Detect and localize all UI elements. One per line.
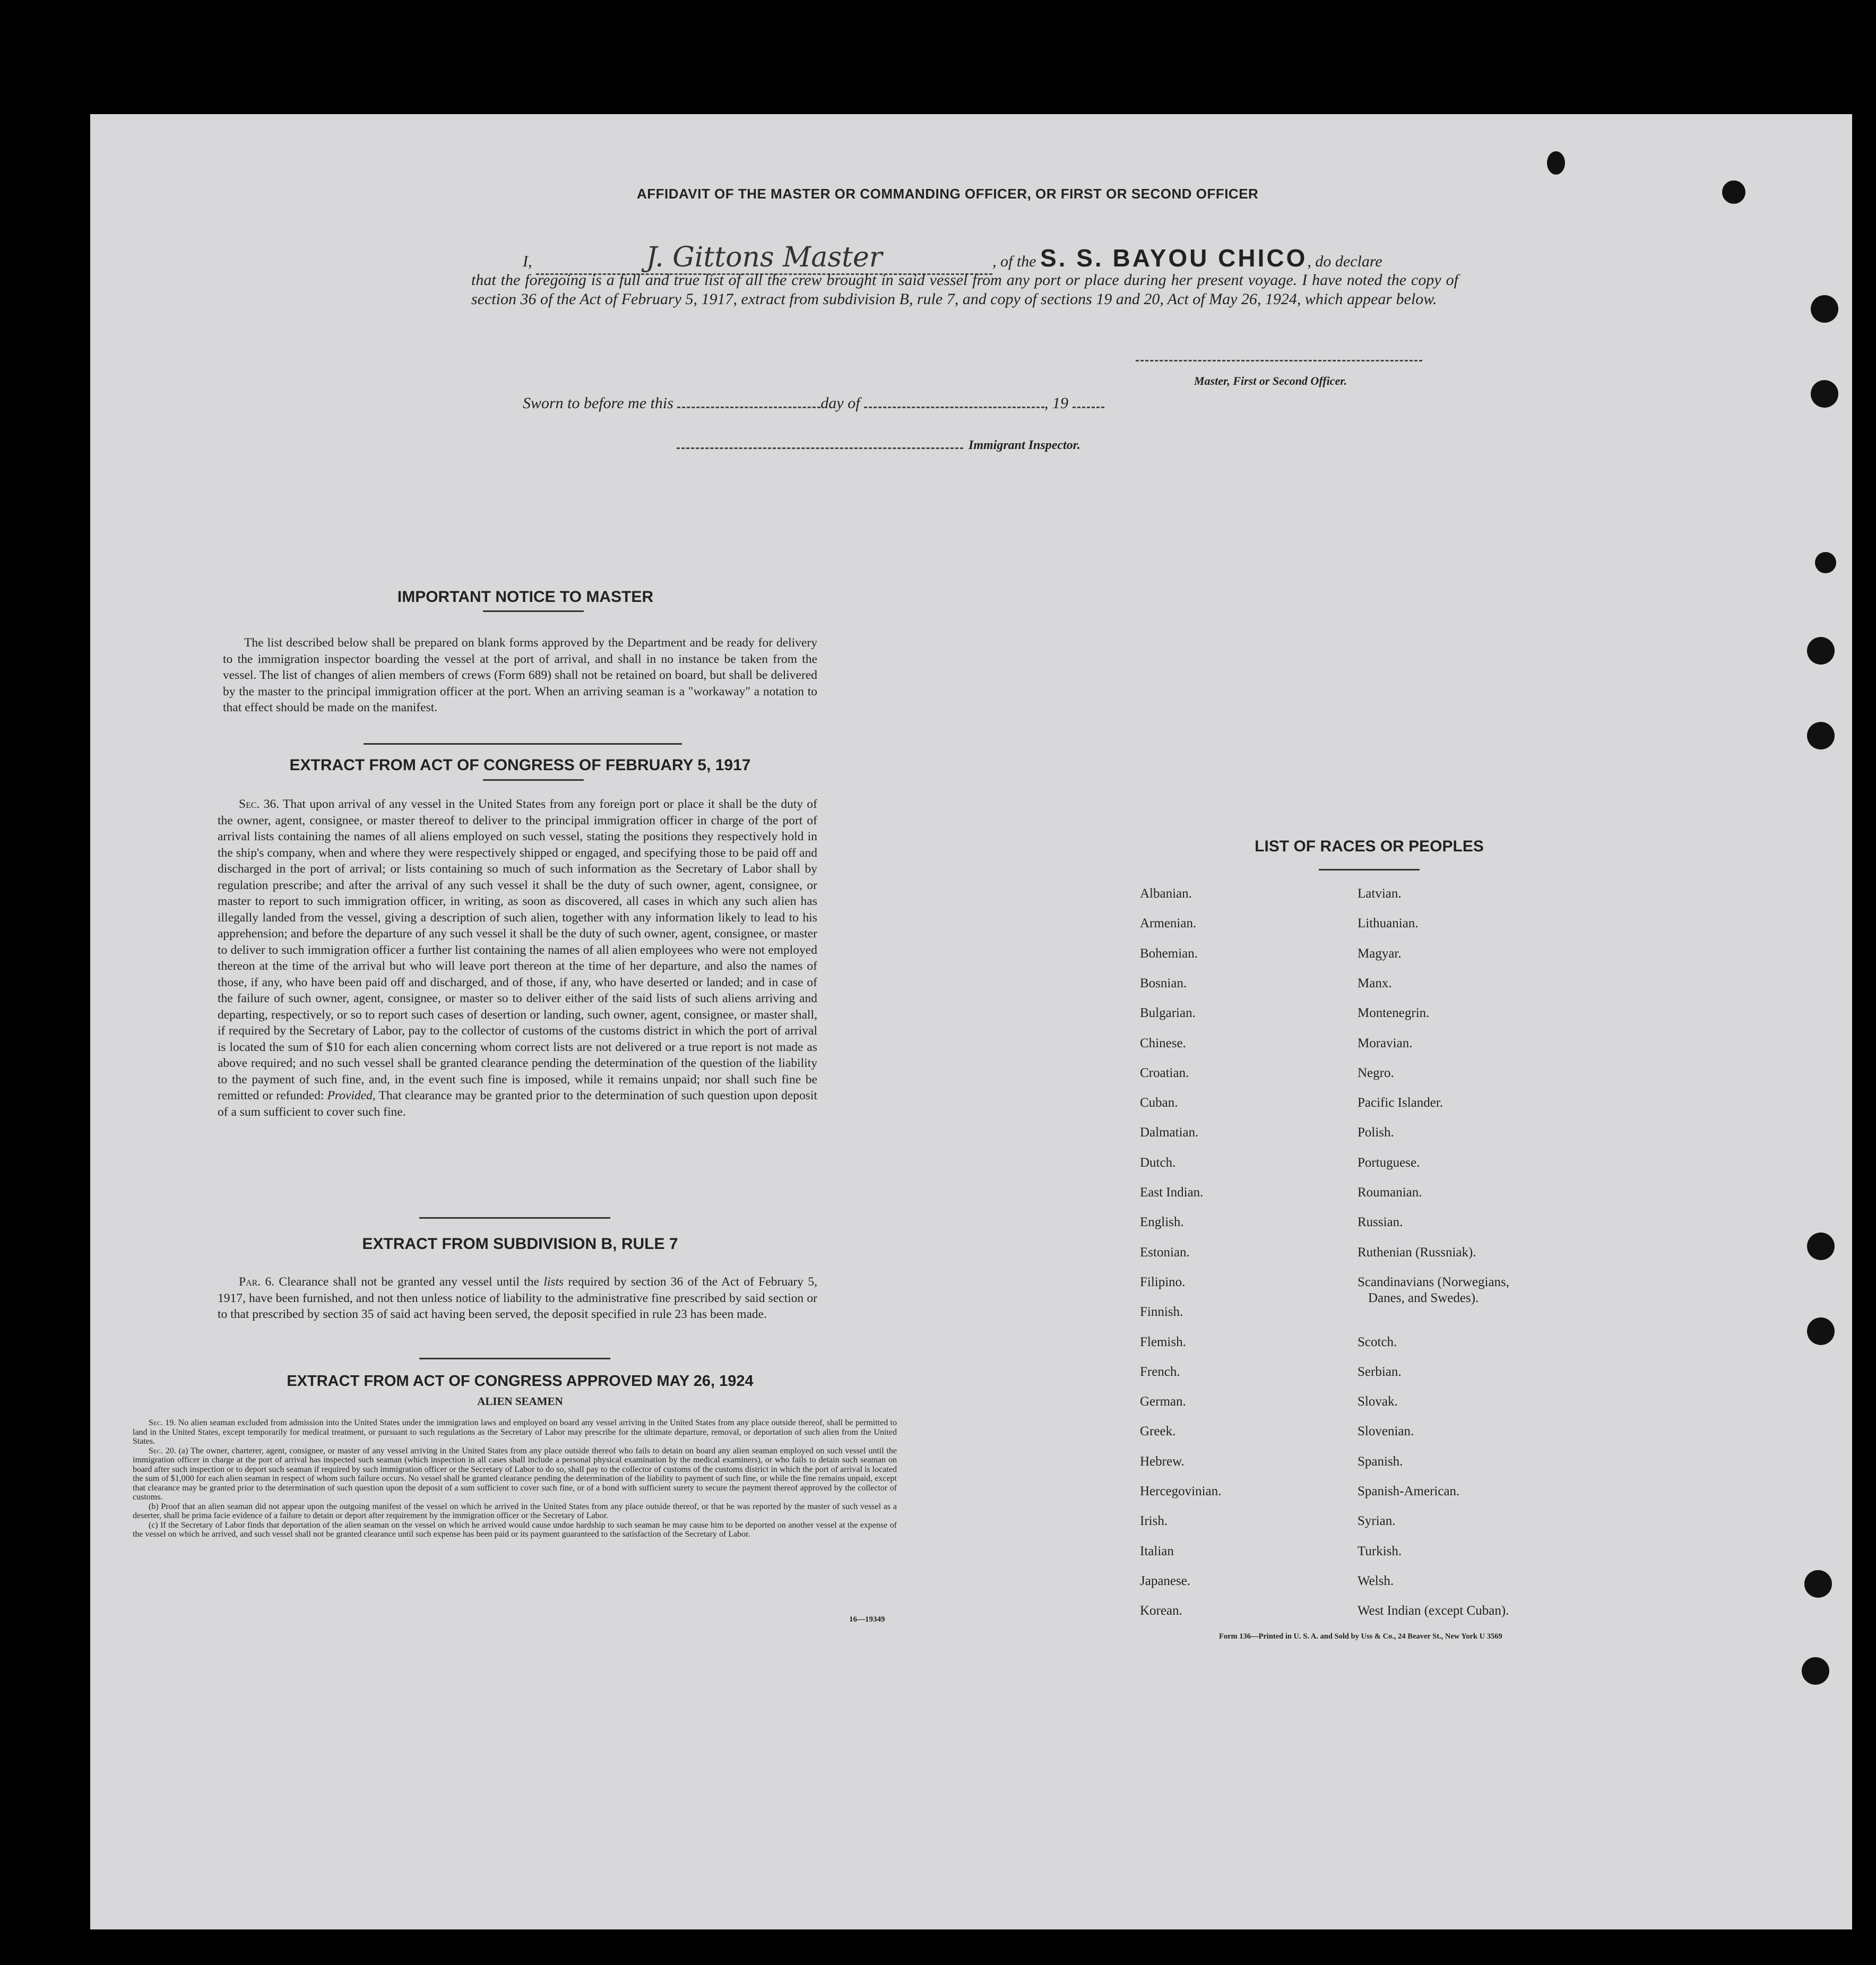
section-19-text: No alien seaman excluded from admission into the United States under the immigration laws and employed on board any vessel arriving in the United States from any place outside thereof, shall be permitted to land in the United States, except temporarily for medical treatment, or pursuant to such regulations as the Secretary of Labor may prescribe for the ultimate departure, removal, or deportation of such alien from the United States. <box>133 1418 897 1446</box>
punch-hole <box>1811 295 1838 323</box>
divider <box>483 610 584 612</box>
sworn-year: , 19 <box>1044 394 1069 412</box>
race-item: Magyar. <box>1358 946 1402 961</box>
punch-hole <box>1811 380 1838 408</box>
punch-hole <box>1802 1657 1829 1685</box>
race-item: Armenian. <box>1140 916 1197 931</box>
race-item: Bulgarian. <box>1140 1006 1196 1021</box>
affidavit-title: AFFIDAVIT OF THE MASTER OR COMMANDING OFFICER, OR FIRST OR SECOND OFFICER <box>637 186 1259 202</box>
master-signature: J. Gittons Master <box>646 242 883 273</box>
punch-hole <box>1807 1233 1835 1260</box>
extract-1917-body <box>218 796 817 1120</box>
par-6-text-a: Clearance shall not be granted any vessel until the <box>279 1275 539 1289</box>
affidavit-of-the: , of the <box>992 253 1036 270</box>
race-item: Ruthenian (Russniak). <box>1358 1245 1476 1260</box>
section-36-text: That upon arrival of any vessel in the United States from any foreign port or place it shall be the duty of the owner, agent, consignee, or master thereof to deliver to the principal immigration officer in charge of the port of arrival lists containing the names of all aliens employed on such vessel, stating the positions they respectively hold in the ship's company, when and where they were respectively shipped or engaged, and specifying those to be paid off and discharged in the port of arrival; or lists containing so much of such information as the Secretary of Labor shall by regulation prescribe; and after the arrival of any such vessel it shall be the duty of such owner, agent, consignee, or master to report to such immigration officer, in writing, as soon as discovered, all cases in which any such alien has illegally landed from the vessel, giving a description of such alien, together with any information likely to lead to his apprehension; and before the departure of any such vessel it shall be the duty of such owner, agent, consignee, or master to deliver to such immigration officer a further list containing the names of all alien employees who were not employed thereon at the time of the arrival but who will leave port thereon at the time of her departure, and also the names of those, if any, who have been paid off and discharged, and of those, if any, who have deserted or landed; and in case of the failure of such owner, agent, consignee, or master so to deliver either of the said lists of such aliens arriving and departing, respectively, or so to report such cases of desertion or landing, such owner, agent, consignee, or master shall, if required by the Secretary of Labor, pay to the collector of customs of the customs district in which the port of arrival is located the sum of $10 for each alien concerning whom correct lists are not delivered or a true report is not made as above required; and no such vessel shall be granted clearance pending the determination of the question of the liability to the payment of such fine, and, in the event such fine is imposed, while it remains unpaid; nor shall such fine be remitted or refunded: <box>218 797 818 1102</box>
sworn-line <box>523 394 1104 412</box>
race-item: Hercegovinian. <box>1140 1484 1222 1498</box>
race-item: Montenegrin. <box>1358 1006 1430 1021</box>
race-item: Greek. <box>1140 1424 1176 1439</box>
race-item: Spanish-American. <box>1358 1484 1460 1498</box>
affidavit-do-declare: , do declare <box>1307 253 1382 270</box>
section-20c: (c) If the Secretary of Labor finds that deportation of the alien seaman on the vessel on which he arrived would cause undue hardship to such seaman he may cause him to be deported on another vessel at the expense of the vessel on which he arrived, and such vessel shall not be granted clearance until such expense has been paid or its payment guaranteed to the satisfaction of the Secretary of Labor. <box>133 1520 897 1539</box>
race-item: Polish. <box>1358 1125 1394 1140</box>
race-item: Scotch. <box>1358 1334 1397 1349</box>
divider <box>364 743 682 745</box>
race-item: Chinese. <box>1140 1036 1186 1050</box>
race-item: English. <box>1140 1215 1184 1230</box>
extract-1924-title: EXTRACT FROM ACT OF CONGRESS APPROVED MAY 26, 1924 <box>287 1373 754 1390</box>
master-label: Master, First or Second Officer. <box>1194 374 1347 387</box>
race-item: Danes, and Swedes). <box>1368 1290 1479 1305</box>
par-label: Par. 6. <box>239 1275 275 1289</box>
divider <box>1319 869 1420 871</box>
race-item: Slovenian. <box>1358 1424 1414 1439</box>
lists-text: lists <box>543 1275 564 1289</box>
divider <box>483 779 584 781</box>
punch-hole <box>1804 1570 1832 1598</box>
race-item: Korean. <box>1140 1604 1182 1618</box>
race-item: Hebrew. <box>1140 1454 1185 1469</box>
divider <box>419 1217 610 1219</box>
race-item: Dalmatian. <box>1140 1125 1199 1140</box>
race-item: Lithuanian. <box>1358 916 1419 931</box>
section-20b: (b) Proof that an alien seaman did not appear upon the outgoing manifest of the vessel on which he arrived in the United States from any place outside thereof, or that he was reported by the master of such vessel as a deserter, shall be prima facie evidence of a failure to detain or deport after requirement by the immigration officer or the Secretary of Labor. <box>133 1502 897 1520</box>
race-item: Manx. <box>1358 976 1392 990</box>
provided-text: Provided, <box>327 1089 376 1102</box>
race-item: Cuban. <box>1140 1096 1178 1110</box>
print-code: 16—19349 <box>849 1615 885 1624</box>
race-item: Japanese. <box>1140 1573 1191 1588</box>
race-item: Albanian. <box>1140 886 1192 901</box>
race-item: Russian. <box>1358 1215 1403 1230</box>
punch-hole <box>1807 722 1835 749</box>
sworn-day: day of <box>820 394 860 412</box>
punch-hole <box>1807 637 1835 665</box>
form-footer: Form 136—Printed in U. S. A. and Sold by Uss & Co., 24 Beaver St., New York U 3569 <box>1219 1632 1502 1641</box>
race-item: Latvian. <box>1358 886 1402 901</box>
race-item: French. <box>1140 1364 1180 1379</box>
races-title: LIST OF RACES OR PEOPLES <box>1255 838 1484 855</box>
affidavit-declaration-line <box>523 242 1467 275</box>
race-item: Negro. <box>1358 1065 1394 1080</box>
race-item: Turkish. <box>1358 1544 1402 1558</box>
punch-hole <box>1815 552 1836 573</box>
inspector-label: Immigrant Inspector. <box>969 438 1080 452</box>
race-item: Estonian. <box>1140 1245 1190 1260</box>
master-signature-line <box>1136 360 1422 361</box>
section-label: Sec. 20. <box>149 1446 176 1455</box>
notice-body: The list described below shall be prepared on blank forms approved by the Department and be ready for delivery to the immigration inspector boarding the vessel at the port of arrival, and shall in no instance be taken from the vessel. The list of changes of alien members of crews (Form 689) shall not be retained on board, but shall be delivered by the master to the principal immigration officer at the port. When an arriving seaman is a "workaway" a notation to that effect should be made on the manifest. <box>223 636 817 714</box>
race-item: Pacific Islander. <box>1358 1096 1443 1110</box>
par-6-text-b: required by section 36 of the Act of February 5, 1917, have been furnished, and not then unless notice of liability to the administrative fine prescribed by said section or to that prescribed by section 35 of said act having been served, the deposit specified in rule 23 has been made. <box>218 1275 818 1321</box>
ship-name: S. S. BAYOU CHICO <box>1040 244 1308 272</box>
race-item: Welsh. <box>1358 1573 1394 1588</box>
extract-1917-title: EXTRACT FROM ACT OF CONGRESS OF FEBRUARY 5, 1917 <box>289 756 751 774</box>
race-item: Italian <box>1140 1544 1174 1558</box>
section-20a <box>133 1446 897 1502</box>
race-item: Roumanian. <box>1358 1185 1422 1200</box>
race-item: West Indian (except Cuban). <box>1358 1604 1509 1618</box>
extract-1924-subtitle: ALIEN SEAMEN <box>477 1395 563 1408</box>
inspector-signature-line <box>677 447 963 449</box>
section-label: Sec. 19. <box>149 1418 176 1427</box>
affidavit-body: that the foregoing is a full and true list of all the crew brought in said vessel from any port or place during her present voyage. I have noted the copy of section 36 of the Act of February 5, 1917, extract from subdivision B, rule 7, and copy of sections 19 and 20, Act of May 26, 1924, which appear below. <box>471 271 1458 308</box>
race-item: Finnish. <box>1140 1305 1183 1320</box>
race-item: Spanish. <box>1358 1454 1403 1469</box>
section-36-end: That clearance may be granted prior to the determination of such question upon deposit of a sum sufficient to cover such fine. <box>218 1089 818 1119</box>
subdiv-b-body <box>218 1274 817 1323</box>
race-item: Irish. <box>1140 1514 1168 1529</box>
divider <box>419 1358 610 1359</box>
punch-hole <box>1722 180 1745 204</box>
section-19 <box>133 1418 897 1446</box>
race-item: Slovak. <box>1358 1394 1398 1409</box>
section-label: Sec. 36. <box>239 797 280 811</box>
punch-hole <box>1547 151 1565 175</box>
notice-title: IMPORTANT NOTICE TO MASTER <box>397 588 654 606</box>
affidavit-i: I, <box>523 253 532 270</box>
race-item: Croatian. <box>1140 1065 1189 1080</box>
section-20a-text: (a) The owner, charterer, agent, consignee, or master of any vessel arriving in the United States from any place outside thereof who fails to detain on board any alien seaman employed on such vessel until the immigration officer in charge at the port of arrival has inspected such seaman (which inspection in all cases shall include a personal physical examination by the medical examiners), or who fails to detain such seaman on board after such inspection or to deport such seaman if required by such immigration officer or the Secretary of Labor to do so, shall pay to the collector of customs of the customs district in which the port of arrival is located the sum of $1,000 for each alien seaman in respect of whom such failure occurs. No vessel shall be granted clearance pending the determination of the liability to payment of such fine, or while the fine remains unpaid, except that clearance may be granted prior to the determination of such question upon the deposit of a sum sufficient to cover such fine, or of a bond with sufficient surety to secure the payment thereof approved by the collector of customs. <box>133 1446 897 1502</box>
race-item: Bohemian. <box>1140 946 1198 961</box>
sworn-prefix: Sworn to before me this <box>523 394 673 412</box>
race-item: Portuguese. <box>1358 1155 1420 1170</box>
race-item: Serbian. <box>1358 1364 1402 1379</box>
race-item: Bosnian. <box>1140 976 1187 990</box>
race-item: Dutch. <box>1140 1155 1176 1170</box>
race-item: East Indian. <box>1140 1185 1204 1200</box>
race-item: Filipino. <box>1140 1274 1186 1289</box>
punch-hole <box>1807 1317 1835 1345</box>
race-item: Flemish. <box>1140 1334 1186 1349</box>
race-item: Moravian. <box>1358 1036 1413 1050</box>
race-item: German. <box>1140 1394 1186 1409</box>
race-item: Scandinavians (Norwegians, <box>1358 1274 1510 1289</box>
subdiv-b-title: EXTRACT FROM SUBDIVISION B, RULE 7 <box>362 1235 678 1253</box>
extract-1924-body <box>133 1418 897 1539</box>
race-item: Syrian. <box>1358 1514 1396 1529</box>
